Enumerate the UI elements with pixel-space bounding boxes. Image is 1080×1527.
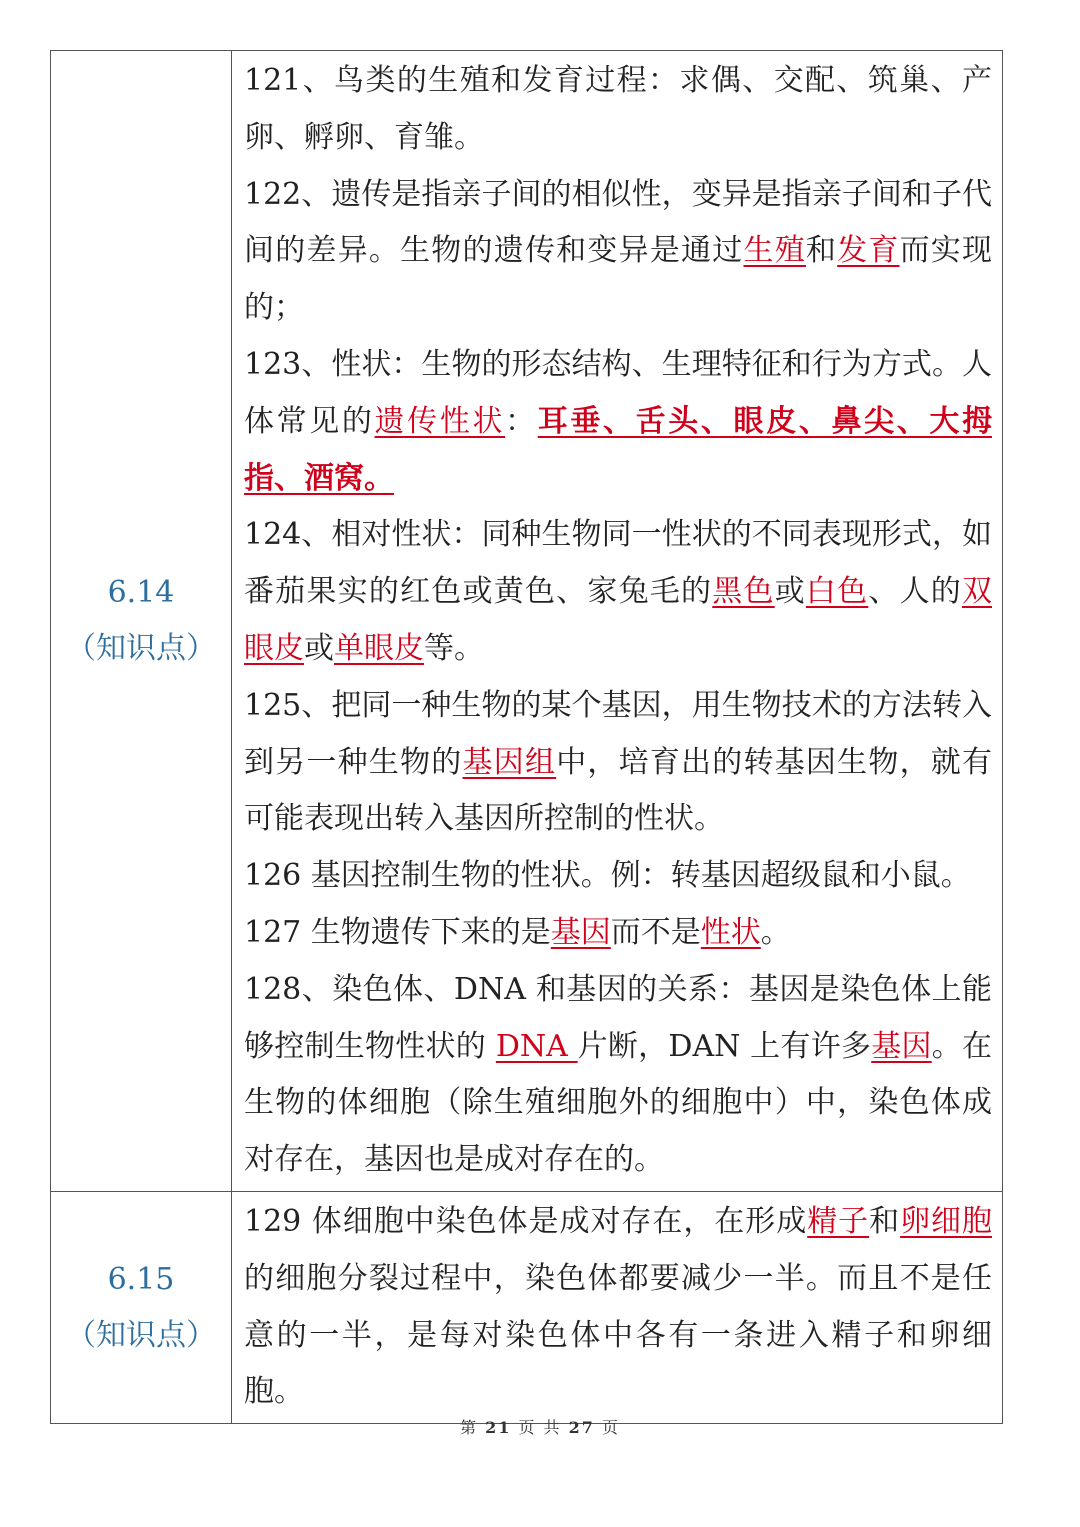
table-row [51,51,1003,1192]
content-cell [232,1191,1003,1423]
current-page-number: 21 [485,1418,512,1437]
knowledge-tag: （知识点） [66,1317,216,1353]
knowledge-table [50,50,1003,1424]
date-label: 6.15 [107,1261,175,1297]
item-126: 126 基因控制生物的性状。例：转基因超级鼠和小鼠。 [244,858,971,894]
table-row [51,1191,1003,1423]
highlight-term: 精子 [807,1203,870,1239]
highlight-term: 性状 [700,914,761,950]
highlight-term: 白色 [805,574,869,610]
content-cell [232,51,1003,1192]
item-127: 127 生物遗传下来的是基因而不是性状。 [244,914,791,950]
highlight-term: 生殖 [743,233,806,269]
date-label: 6.14 [107,574,175,610]
item-124: 124、相对性状：同种生物同一性状的不同表现形式，如番茄果实的红色或黄色、家兔毛的黑色或白色、人的双眼皮或单眼皮等。 [244,517,993,666]
highlight-term: 耳垂、舌头、眼皮、鼻尖、大拇指、酒窝。 [244,403,993,496]
page-footer: 第 21 页 共 27 页 [459,1418,621,1437]
item-128: 128、染色体、DNA 和基因的关系：基因是染色体上能够控制生物性状的 DNA 片断，DAN 上有许多基因。在生物的体细胞（除生殖细胞外的细胞中）中，染色体成对存在，基因也是成对存在的。 [244,971,993,1178]
item-121: 121、鸟类的生殖和发育过程：求偶、交配、筑巢、产卵、孵卵、育雏。 [244,63,992,155]
highlight-term: DNA [495,1028,578,1064]
highlight-term: 发育 [837,233,900,269]
highlight-term: 基因 [871,1028,932,1064]
knowledge-tag: （知识点） [66,630,216,666]
total-page-number: 27 [568,1418,595,1437]
date-label-cell [51,51,232,1192]
item-122: 122、遗传是指亲子间的相似性，变异是指亲子间和子代间的差异。生物的遗传和变异是通过生殖和发育而实现的； [244,176,993,326]
highlight-term: 黑色 [712,574,775,610]
highlight-term: 单眼皮 [334,630,424,666]
date-label-cell [51,1191,232,1423]
item-125: 125、把同一种生物的某个基因，用生物技术的方法转入到另一种生物的基因组中，培育出的转基因生物，就有可能表现出转入基因所控制的性状。 [244,687,993,837]
item-129: 129 体细胞中染色体是成对存在，在形成精子和卵细胞的细胞分裂过程中，染色体都要减少一半。而且不是任意的一半，是每对染色体中各有一条进入精子和卵细胞。 [244,1203,993,1410]
highlight-term: 基因 [550,914,611,950]
highlight-term: 卵细胞 [900,1203,993,1239]
highlight-term: 基因组 [462,744,557,780]
item-123: 123、性状：生物的形态结构、生理特征和行为方式。人体常见的遗传性状：耳垂、舌头、眼皮、鼻尖、大拇指、酒窝。 [244,346,993,496]
highlight-term: 遗传性状 [374,403,506,439]
highlight-term: 双眼皮 [244,574,993,666]
